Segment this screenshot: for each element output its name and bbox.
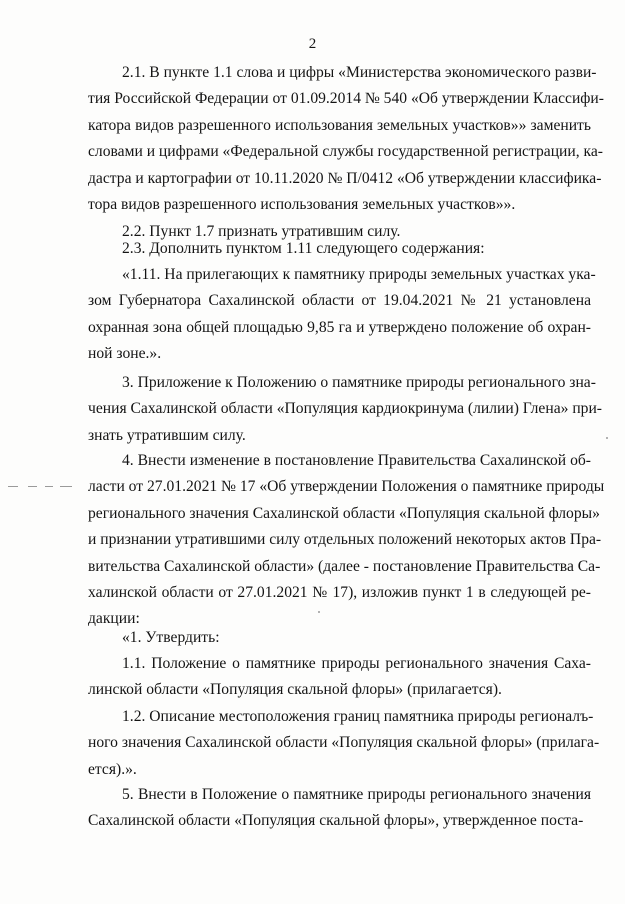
scan-speck: [318, 611, 320, 613]
text-line: дакции:: [88, 610, 140, 628]
scan-speck: [606, 437, 608, 439]
text-line: тора видов разрешенного использования земельных участков»».: [88, 195, 516, 213]
paragraph-4-1-1: [88, 651, 591, 704]
text-line: знать утратившим силу.: [88, 426, 246, 444]
text-line: охранная зона общей площадью 9,85 га и утверждено положение об охран-: [88, 318, 591, 336]
text-line: зом Губернатора Сахалинской области от 19.04.2021 № 21 установлена: [88, 292, 591, 310]
text-line: дастра и картографии от 10.11.2020 № П/0412 «Об утверждении классифика-: [88, 169, 602, 187]
text-line: халинской области от 27.01.2021 № 17), изложив пункт 1 в следующей ре-: [88, 583, 591, 601]
text-line: регионального значения Сахалинской области «Популяция скальной флоры»: [88, 504, 600, 522]
text-line: словами и цифрами «Федеральной службы государственной регистрации, ка-: [88, 143, 603, 161]
text-line: вительства Сахалинской области» (далее - постановление Правительства Са-: [88, 557, 601, 575]
text-line: линской области «Популяция скальной флоры» (прилагается).: [88, 681, 502, 699]
paragraph-4: [88, 448, 605, 633]
paragraph-4-1: [88, 625, 591, 651]
page-number: 2: [308, 36, 317, 52]
text-line: 2.1. В пункте 1.1 слова и цифры «Министерства экономического разви-: [122, 64, 597, 81]
text-line: 5. Внести в Положение о памятнике природы регионального значения: [122, 786, 591, 803]
text-line: и признании утратившими силу отдельных положений некоторых актов Пра-: [88, 531, 602, 549]
paragraph-1-11: [88, 262, 596, 368]
paragraph-2-3: [88, 236, 591, 262]
margin-scan-mark: [0, 486, 78, 488]
text-line: 2.2. Пункт 1.7 признать утратившим силу.: [122, 223, 401, 240]
text-line: ласти от 27.01.2021 № 17 «Об утверждении Положения о памятнике природы: [88, 478, 605, 496]
text-line: 1.1. Положение о памятнике природы регионального значения Саха-: [122, 655, 591, 672]
text-line: «1. Утвердить:: [122, 629, 220, 646]
text-line: тия Российской Федерации от 01.09.2014 № 540 «Об утверждении Классифи-: [88, 90, 604, 108]
text-line: 2.3. Дополнить пунктом 1.11 следующего содержания:: [122, 240, 485, 257]
text-line: Сахалинской области «Популяция скальной флоры», утвержденное поста-: [88, 812, 584, 830]
paragraph-5: [88, 782, 591, 835]
text-line: ется).».: [88, 760, 137, 778]
text-line: ного значения Сахалинской области «Популяция скальной флоры» (прилага-: [88, 734, 600, 752]
paragraph-4-1-2: [88, 704, 600, 783]
paragraph-2-1: [88, 60, 604, 218]
text-line: 4. Внести изменение в постановление Правительства Сахалинской об-: [122, 452, 591, 469]
text-line: чения Сахалинской области «Популяция кардиокринума (лилии) Глена» при-: [88, 400, 602, 418]
text-line: ной зоне.».: [88, 345, 162, 363]
text-line: 3. Приложение к Положению о памятнике природы регионального зна-: [122, 374, 596, 391]
text-line: «1.11. На прилегающих к памятнику природы земельных участках ука-: [122, 266, 596, 283]
text-line: катора видов разрешенного использования земельных участков»» заменить: [88, 116, 591, 134]
text-line: 1.2. Описание местоположения границ памятника природы регионалъ-: [122, 708, 594, 725]
paragraph-3: [88, 370, 602, 449]
